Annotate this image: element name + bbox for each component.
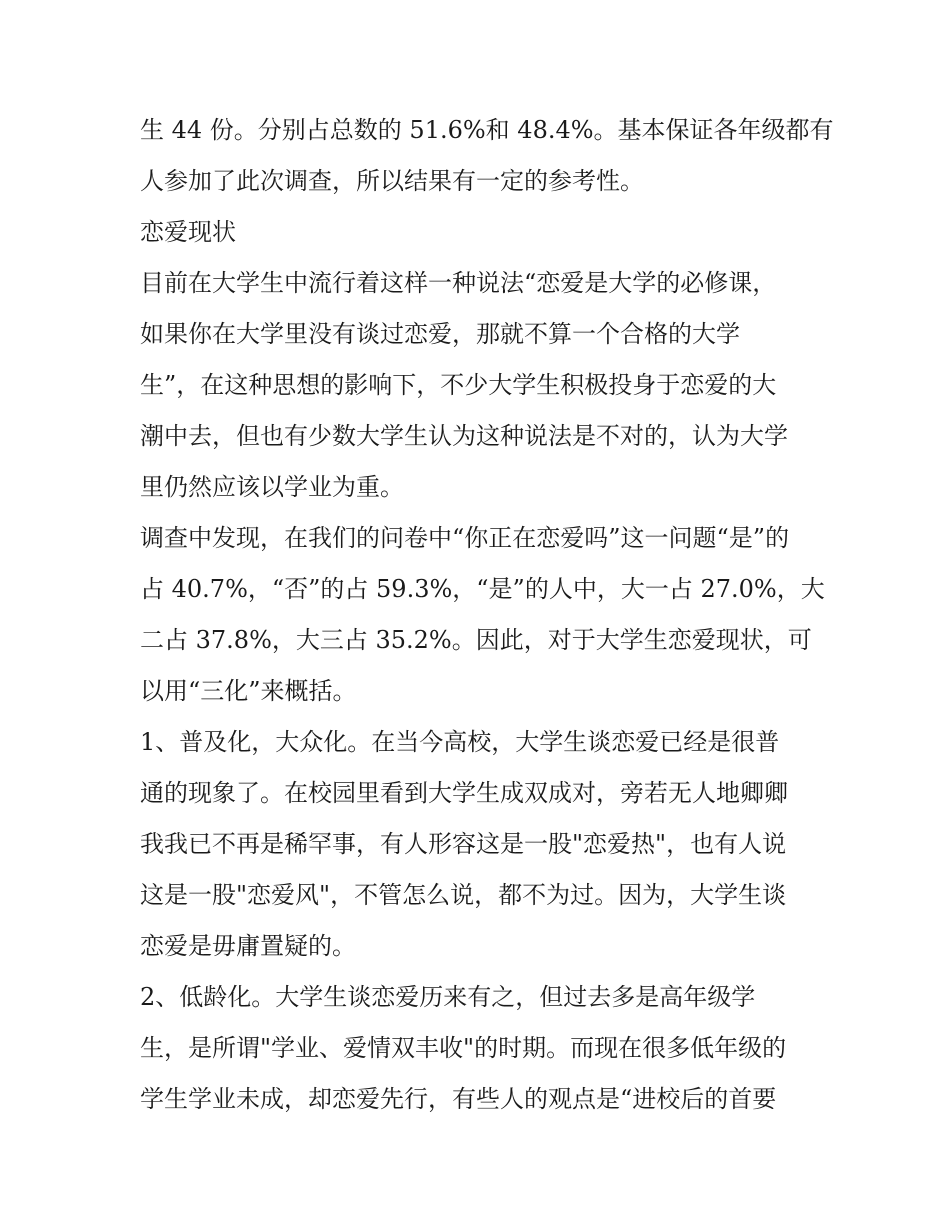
text-line: 1、普及化，大众化。在当今高校，大学生谈恋爱已经是很普 — [140, 728, 780, 756]
text-line: 2、低龄化。大学生谈恋爱历来有之，但过去多是高年级学 — [140, 983, 756, 1011]
text-line: 占 40.7%，“否”的占 59.3%，“是”的人中，大一占 27.0%，大 — [140, 575, 825, 603]
text-line: 二占 37.8%，大三占 35.2%。因此，对于大学生恋爱现状，可 — [140, 626, 812, 654]
text-line: 恋爱是毋庸置疑的。 — [140, 932, 356, 960]
text-line: 生，是所谓"学业、爱情双丰收"的时期。而现在很多低年级的 — [140, 1034, 787, 1062]
text-line: 目前在大学生中流行着这样一种说法“恋爱是大学的必修课， — [140, 269, 777, 297]
text-line: 里仍然应该以学业为重。 — [140, 473, 404, 501]
text-line: 学生学业未成，却恋爱先行，有些人的观点是“进校后的首要 — [140, 1085, 777, 1113]
text-line: 通的现象了。在校园里看到大学生成双成对，旁若无人地卿卿 — [140, 779, 788, 807]
text-line: 调查中发现，在我们的问卷中“你正在恋爱吗”这一问题“是”的 — [140, 524, 790, 552]
text-line: 生 44 份。分别占总数的 51.6%和 48.4%。基本保证各年级都有 — [140, 116, 834, 144]
paragraph-point-1 — [140, 717, 820, 972]
text-line: 潮中去，但也有少数大学生认为这种说法是不对的，认为大学 — [140, 422, 788, 450]
text-line: 恋爱现状 — [140, 218, 236, 246]
section-heading — [140, 207, 820, 258]
text-line: 以用“三化”来概括。 — [140, 677, 357, 705]
text-line: 这是一股"恋爱风"，不管怎么说，都不为过。因为，大学生谈 — [140, 881, 787, 909]
paragraph-point-2 — [140, 972, 820, 1125]
text-line: 生”，在这种思想的影响下，不少大学生积极投身于恋爱的大 — [140, 371, 777, 399]
text-line: 我我已不再是稀罕事，有人形容这是一股"恋爱热"，也有人说 — [140, 830, 787, 858]
document-page — [140, 105, 834, 1125]
text-line: 如果你在大学里没有谈过恋爱，那就不算一个合格的大学 — [140, 320, 740, 348]
text-line: 人参加了此次调查，所以结果有一定的参考性。 — [140, 167, 644, 195]
paragraph-common-saying — [140, 258, 820, 513]
paragraph-survey-findings — [140, 513, 825, 717]
paragraph-survey-summary — [140, 105, 834, 207]
